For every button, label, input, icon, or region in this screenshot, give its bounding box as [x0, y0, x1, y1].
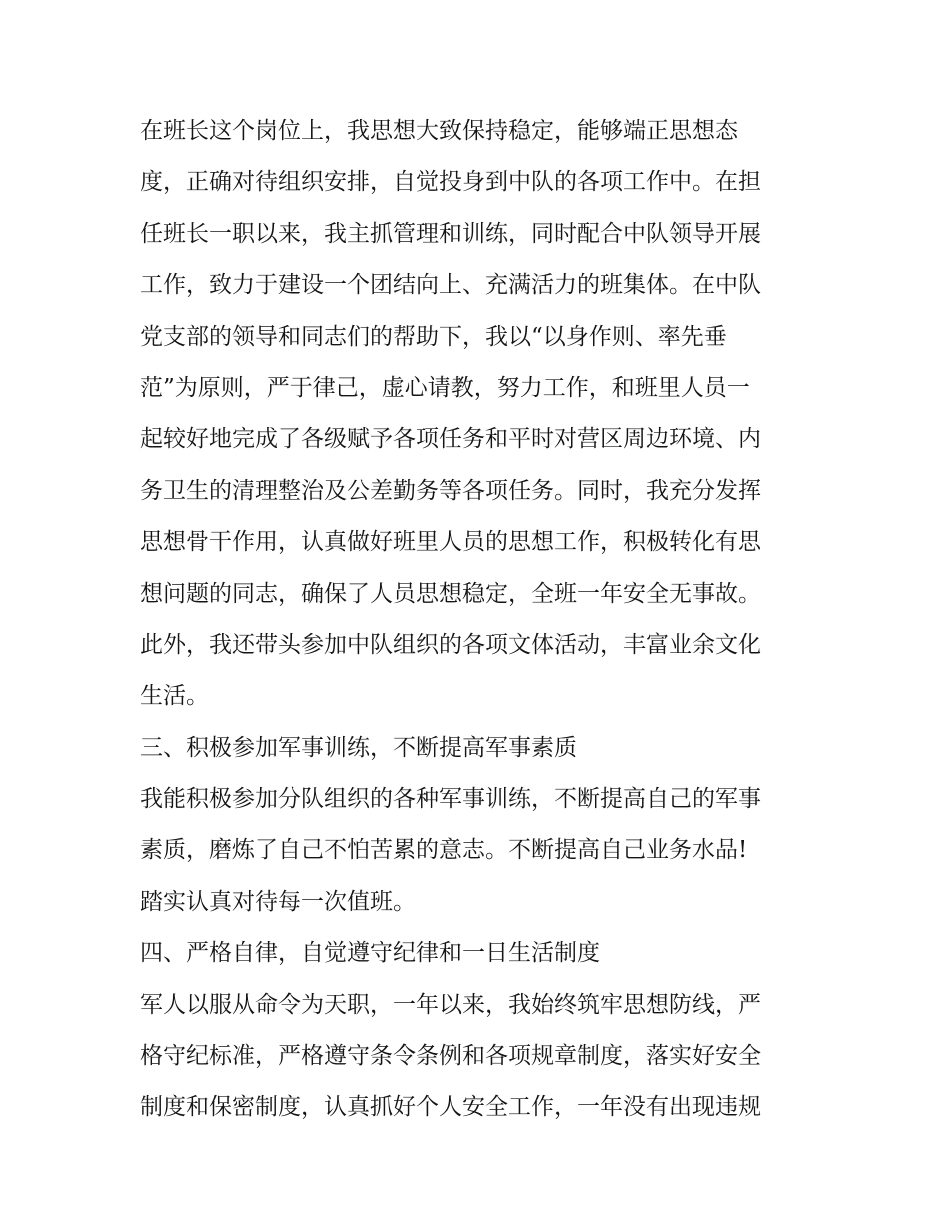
text-line: 我能积极参加分队组织的各种军事训练，不断提高自己的军事	[140, 786, 761, 813]
text-line: 党支部的领导和同志们的帮助下，我以“以身作则、率先垂	[140, 323, 727, 350]
text-line: 此外，我还带头参加中队组织的各项文体活动，丰富业余文化	[140, 631, 761, 658]
text-line: 工作，致力于建设一个团结向上、充满活力的班集体。在中队	[140, 272, 761, 299]
section-heading: 四、严格自律，自觉遵守纪律和一日生活制度	[140, 940, 600, 967]
text-line: 生活。	[140, 683, 209, 710]
text-line: 度，正确对待组织安排，自觉投身到中队的各项工作中。在担	[140, 169, 761, 196]
document-body	[140, 106, 820, 1134]
text-line: 格守纪标准，严格遵守条令条例和各项规章制度，落实好安全	[140, 1043, 761, 1070]
text-line: 踏实认真对待每一次值班。	[140, 888, 416, 915]
text-line: 起较好地完成了各级赋予各项任务和平时对营区周边环境、内	[140, 426, 761, 453]
text-line: 范”为原则，严于律己，虚心请教，努力工作，和班里人员一	[140, 374, 750, 401]
text-line: 思想骨干作用，认真做好班里人员的思想工作，积极转化有思	[140, 529, 761, 556]
text-line: 任班长一职以来，我主抓管理和训练，同时配合中队领导开展	[140, 220, 761, 247]
section-heading: 三、积极参加军事训练，不断提高军事素质	[140, 734, 577, 761]
text-line: 务卫生的清理整治及公差勤务等各项任务。同时，我充分发挥	[140, 477, 761, 504]
text-line: 军人以服从命令为天职，一年以来，我始终筑牢思想防线，严	[140, 991, 761, 1018]
text-line: 想问题的同志，确保了人员思想稳定，全班一年安全无事故。	[140, 580, 761, 607]
text-line: 制度和保密制度，认真抓好个人安全工作，一年没有出现违规	[140, 1094, 761, 1121]
text-line: 素质，磨炼了自己不怕苦累的意志。不断提高自己业务水品!	[140, 837, 748, 864]
text-line: 在班长这个岗位上，我思想大致保持稳定，能够端正思想态	[140, 118, 738, 144]
